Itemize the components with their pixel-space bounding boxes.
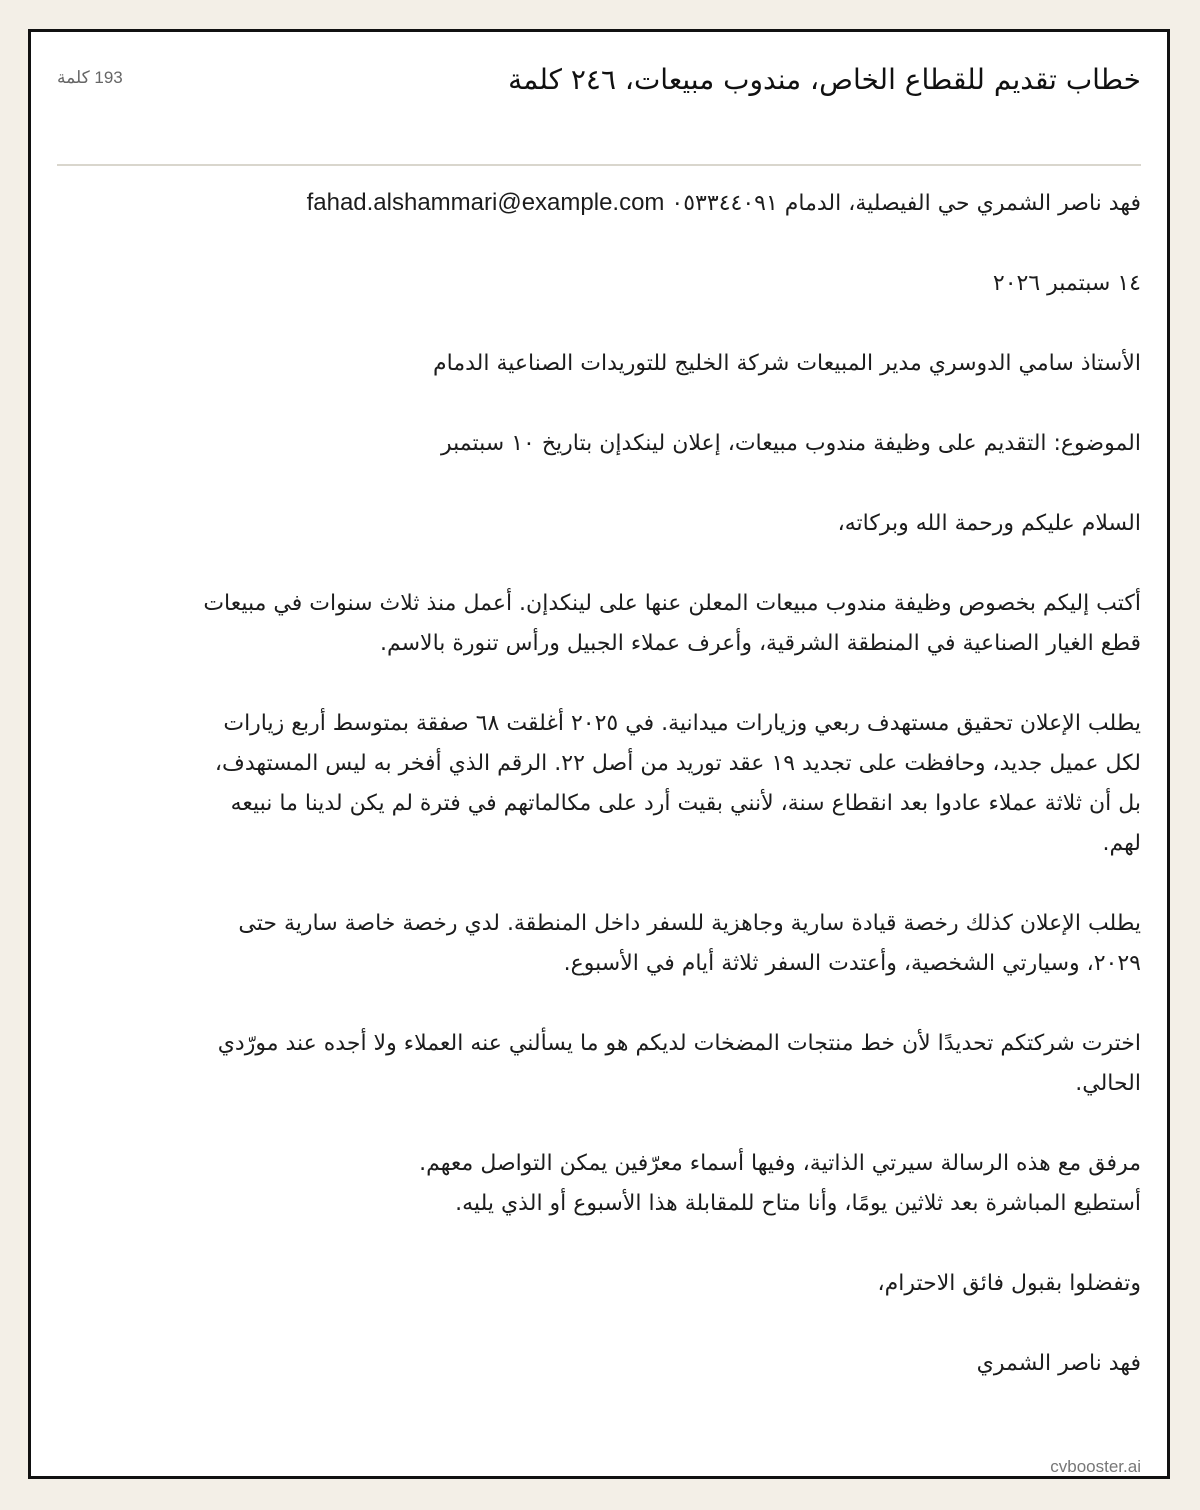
- signature: فهد ناصر الشمري: [976, 1351, 1141, 1376]
- subject-line: الموضوع: التقديم على وظيفة مندوب مبيعات، إعلان لينكدإن بتاريخ ١٠ سبتمبر: [441, 431, 1141, 456]
- sender-info: فهد ناصر الشمري حي الفيصلية، الدمام ٠٥٣٣٤٤٠٩١: [671, 191, 1141, 216]
- letter-body: [201, 183, 1141, 1424]
- word-count-label: 193 كلمة: [57, 68, 123, 87]
- closing-line: وتفضلوا بقبول فائق الاحترام،: [877, 1271, 1141, 1296]
- letter-date: ١٤ سبتمبر ٢٠٢٦: [992, 271, 1141, 296]
- attachment-line: مرفق مع هذه الرسالة سيرتي الذاتية، وفيها أسماء معرّفين يمكن التواصل معهم.: [419, 1151, 1141, 1176]
- letter-header: [57, 32, 1141, 166]
- greeting: السلام عليكم ورحمة الله وبركاته،: [837, 511, 1141, 536]
- body-paragraph: أكتب إليكم بخصوص وظيفة مندوب مبيعات المعلن عنها على لينكدإن. أعمل منذ ثلاث سنوات في مبيعات قطع الغيار الصناعية في المنطقة الشرقية، وأعرف عملاء الجبيل ورأس تنورة بالاسم.: [203, 591, 1141, 656]
- body-paragraph: يطلب الإعلان تحقيق مستهدف ربعي وزيارات ميدانية. في ٢٠٢٥ أغلقت ٦٨ صفقة بمتوسط أربع زيارات لكل عميل جديد، وحافظت على تجديد ١٩ عقد توريد من أصل ٢٢. الرقم الذي أفخر به ليس المستهدف، بل أن ثلاثة عملاء عادوا بعد انقطاع سنة، لأنني بقيت أرد على مكالماتهم في فترة لم يكن لدينا ما نبيعه لهم.: [214, 711, 1141, 856]
- recipient-line: الأستاذ سامي الدوسري مدير المبيعات شركة الخليج للتوريدات الصناعية الدمام: [433, 351, 1141, 376]
- body-paragraph: يطلب الإعلان كذلك رخصة قيادة سارية وجاهزية للسفر داخل المنطقة. لدي رخصة خاصة سارية حتى ٢٠٢٩، وسيارتي الشخصية، وأعتدت السفر ثلاثة أيام في الأسبوع.: [238, 911, 1141, 976]
- sender-email: fahad.alshammari@example.com: [306, 189, 665, 216]
- letter-card: [28, 29, 1170, 1479]
- attachment-paragraph: [201, 1144, 1141, 1224]
- sender-contact-line: [201, 183, 1141, 224]
- availability-line: أستطيع المباشرة بعد ثلاثين يومًا، وأنا متاح للمقابلة هذا الأسبوع أو الذي يليه.: [455, 1191, 1141, 1216]
- credit-text: cvbooster.ai: [1050, 1457, 1141, 1476]
- body-paragraph: اخترت شركتكم تحديدًا لأن خط منتجات المضخات لديكم هو ما يسألني عنه العملاء ولا أجده عند مورّدي الحالي.: [217, 1031, 1141, 1096]
- page-title: خطاب تقديم للقطاع الخاص، مندوب مبيعات، ٢٤٦ كلمة: [508, 63, 1141, 96]
